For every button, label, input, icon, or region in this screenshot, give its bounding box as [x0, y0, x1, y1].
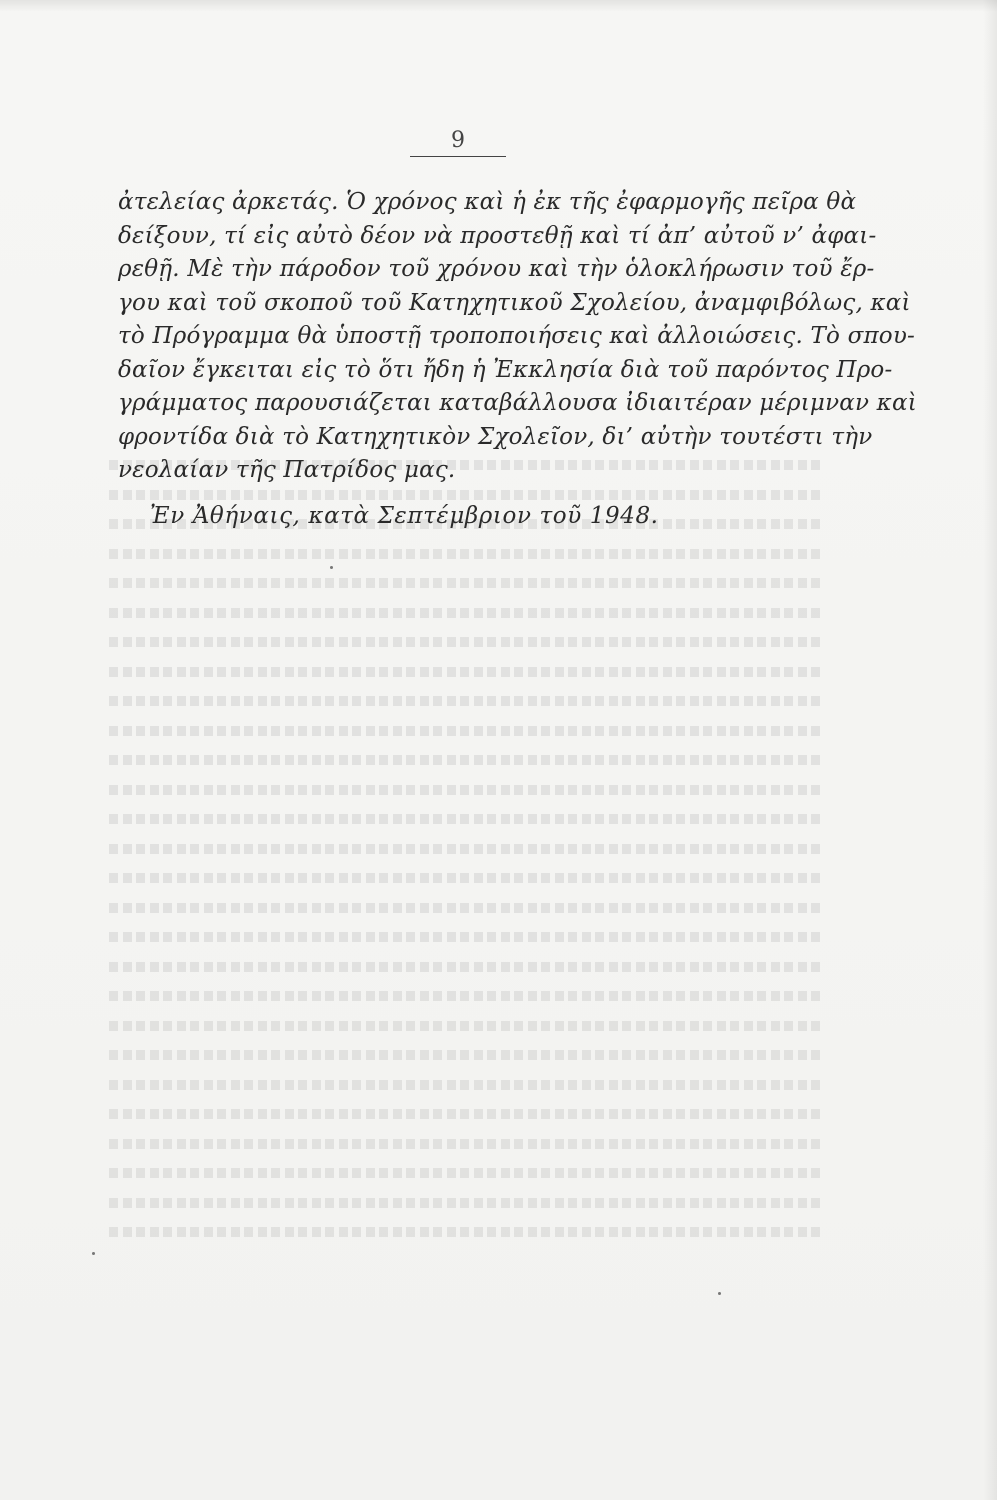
text-line: γου καὶ τοῦ σκοποῦ τοῦ Κατηχητικοῦ Σχολείου, ἀναμφιβόλως, καὶ	[118, 289, 911, 316]
text-line: φροντίδα διὰ τὸ Κατηχητικὸν Σχολεῖον, δι’ αὐτὴν τουτέστι τὴν	[118, 423, 873, 450]
text-line: ρεθῇ. Μὲ τὴν πάροδον τοῦ χρόνου καὶ τὴν ὁλοκλήρωσιν τοῦ ἔρ-	[118, 256, 875, 282]
text-line: νεολαίαν τῆς Πατρίδος μας.	[118, 457, 456, 483]
text-line: δαῖον ἔγκειται εἰς τὸ ὅτι ἤδη ἡ Ἐκκλησία διὰ τοῦ παρόντος Προ-	[118, 356, 893, 383]
scan-speck	[330, 566, 333, 569]
text-line: τὸ Πρόγραμμα θὰ ὑποστῇ τροποποιήσεις καὶ ἀλλοιώσεις. Τὸ σπου-	[118, 323, 915, 349]
scan-speck	[718, 1292, 721, 1295]
text-line: γράμματος παρουσιάζεται καταβάλλουσα ἰδιαιτέραν μέριμναν καὶ	[118, 390, 917, 416]
body-text	[118, 186, 917, 488]
dateline: Ἐν Ἀθήναις, κατὰ Σεπτέμβριον τοῦ 1948.	[150, 503, 659, 529]
text-line: ἀτελείας ἀρκετάς. Ὁ χρόνος καὶ ἡ ἐκ τῆς ἐφαρμογῆς πεῖρα θὰ	[118, 189, 857, 215]
reverse-side-show-through	[105, 460, 820, 1280]
scan-top-shadow	[0, 0, 997, 12]
scan-speck	[92, 1252, 95, 1255]
page-number-rule	[410, 156, 506, 157]
scan-edge-shadow	[983, 0, 997, 1500]
page-number: 9	[451, 128, 465, 153]
text-line: δείξουν, τί εἰς αὐτὸ δέον νὰ προστεθῇ καὶ τί ἀπ’ αὐτοῦ ν’ ἀφαι-	[118, 222, 877, 249]
